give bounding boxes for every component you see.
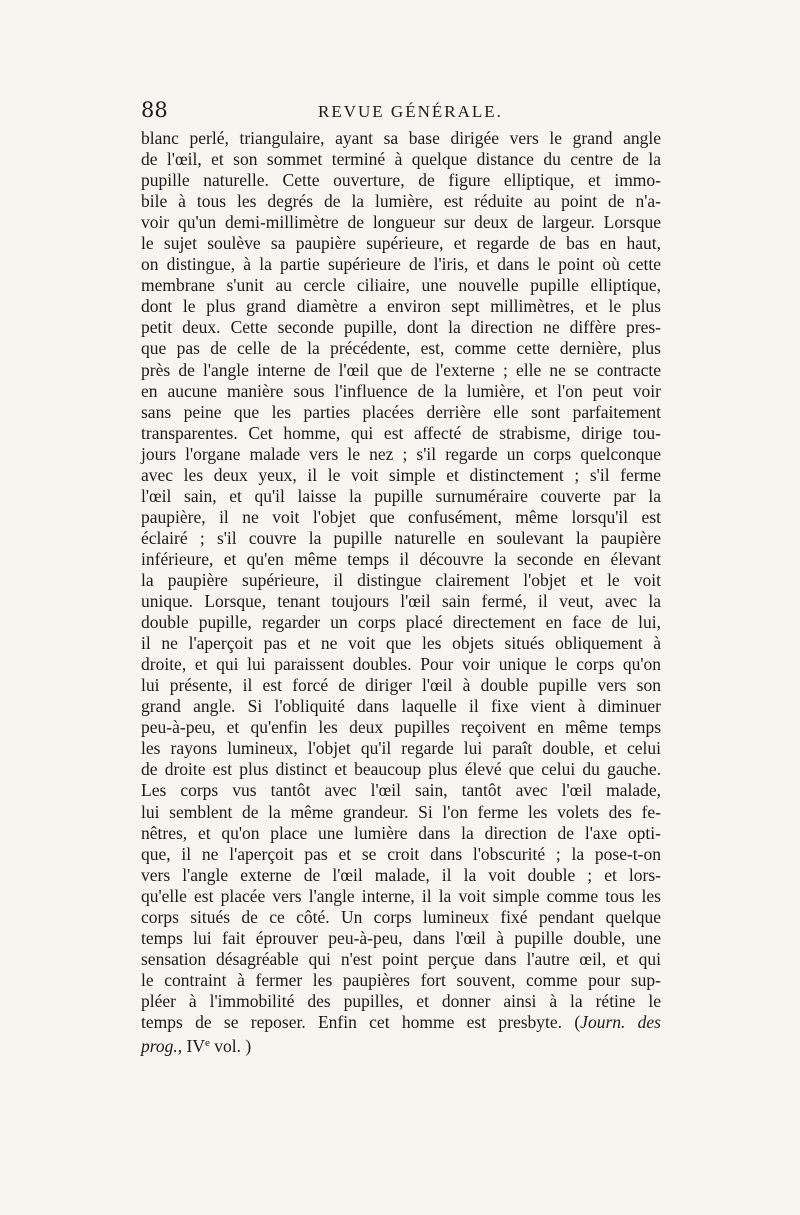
text-line: corps situés de ce côté. Un corps lumineux fixé pendant quelque — [141, 906, 661, 927]
text-line-with-citation — [141, 1012, 661, 1033]
text-line: paupière, il ne voit l'objet que confusément, même lorsqu'il est — [141, 506, 661, 527]
text-line: nêtres, et qu'on place une lumière dans la direction de l'axe opti- — [141, 822, 661, 843]
text-line: avec les deux yeux, il le voit simple et distinctement ; s'il ferme — [141, 464, 661, 485]
text-line: bile à tous les degrés de la lumière, est réduite au point de n'a- — [141, 191, 661, 212]
text-line: dont le plus grand diamètre a environ sept millimètres, et le plus — [141, 296, 661, 317]
text-line: sans peine que les parties placées derrière elle sont parfaitement — [141, 401, 661, 422]
text-line: la paupière supérieure, il distingue clairement l'objet et le voit — [141, 569, 661, 590]
text-line: éclairé ; s'il couvre la pupille naturelle en soulevant la paupière — [141, 527, 661, 548]
text-line: transparentes. Cet homme, qui est affecté de strabisme, dirige tou- — [141, 422, 661, 443]
citation-volume-prefix: , IV — [177, 1036, 206, 1057]
text-line: de l'œil, et son sommet terminé à quelque distance du centre de la — [141, 149, 661, 170]
text-line: le sujet soulève sa paupière supérieure, et regarde de bas en haut, — [141, 233, 661, 254]
citation-line — [141, 1033, 661, 1057]
text-line: pupille naturelle. Cette ouverture, de figure elliptique, et immo- — [141, 170, 661, 191]
text-line: les rayons lumineux, l'objet qu'il regarde lui paraît double, et celui — [141, 738, 661, 759]
text-line: peu-à-peu, et qu'enfin les deux pupilles reçoivent en même temps — [141, 717, 661, 738]
text-line: unique. Lorsque, tenant toujours l'œil sain fermé, il veut, avec la — [141, 591, 661, 612]
body-text — [141, 128, 661, 1057]
text-line: que pas de celle de la précédente, est, comme cette dernière, plus — [141, 338, 661, 359]
citation-journal: Journ. des — [580, 1011, 661, 1032]
citation-prog: prog. — [141, 1036, 178, 1057]
text-line: petit deux. Cette seconde pupille, dont la direction ne diffère pres- — [141, 317, 661, 338]
running-title: REVUE GÉNÉRALE. — [318, 102, 503, 121]
text-line: que, il ne l'aperçoit pas et se croit dans l'obscurité ; la pose-t-on — [141, 843, 661, 864]
text-line: temps de se reposer. Enfin cet homme est presbyte. ( — [141, 1011, 581, 1032]
text-line: sensation désagréable qui n'est point perçue dans l'autre œil, et qui — [141, 948, 661, 969]
text-line: près de l'angle interne de l'œil que de l'externe ; elle ne se contracte — [141, 359, 661, 380]
page-number: 88 — [141, 98, 168, 122]
text-line: de droite est plus distinct et beaucoup plus élevé que celui du gauche. — [141, 759, 661, 780]
text-line: membrane s'unit au cercle ciliaire, une nouvelle pupille elliptique, — [141, 275, 661, 296]
text-line: on distingue, à la partie supérieure de l'iris, et dans le point où cette — [141, 254, 661, 275]
text-line: voir qu'un demi-millimètre de longueur sur deux de largeur. Lorsque — [141, 212, 661, 233]
text-line: inférieure, et qu'en même temps il découvre la seconde en élevant — [141, 548, 661, 569]
text-line: lui présente, il est forcé de diriger l'œil à double pupille vers son — [141, 675, 661, 696]
citation-volume-sup: e — [205, 1037, 210, 1050]
text-line: qu'elle est placée vers l'angle interne, il la voit simple comme tous les — [141, 885, 661, 906]
text-line: double pupille, regarder un corps placé directement en face de lui, — [141, 612, 661, 633]
text-line: vers l'angle externe de l'œil malade, il la voit double ; et lors- — [141, 864, 661, 885]
text-line: temps lui fait éprouver peu-à-peu, dans l'œil à pupille double, une — [141, 927, 661, 948]
text-line: en aucune manière sous l'influence de la lumière, et l'on peut voir — [141, 380, 661, 401]
text-line: lui semblent de la même grandeur. Si l'on ferme les volets des fe- — [141, 801, 661, 822]
text-line: droite, et qui lui paraissent doubles. Pour voir unique le corps qu'on — [141, 654, 661, 675]
text-line: Les corps vus tantôt avec l'œil sain, tantôt avec l'œil malade, — [141, 780, 661, 801]
text-line: il ne l'aperçoit pas et ne voit que les objets situés obliquement à — [141, 633, 661, 654]
citation-volume-suffix: vol. ) — [209, 1036, 252, 1057]
text-line: pléer à l'immobilité des pupilles, et donner ainsi à la rétine le — [141, 990, 661, 1011]
text-line: grand angle. Si l'obliquité dans laquelle il fixe vient à diminuer — [141, 696, 661, 717]
text-line: blanc perlé, triangulaire, ayant sa base dirigée vers le grand angle — [141, 128, 661, 148]
text-line: jours l'organe malade vers le nez ; s'il regarde un corps quelconque — [141, 443, 661, 464]
text-line: le contraint à fermer les paupières fort souvent, comme pour sup- — [141, 969, 661, 990]
text-line: l'œil sain, et qu'il laisse la pupille surnuméraire couverte par la — [141, 485, 661, 506]
